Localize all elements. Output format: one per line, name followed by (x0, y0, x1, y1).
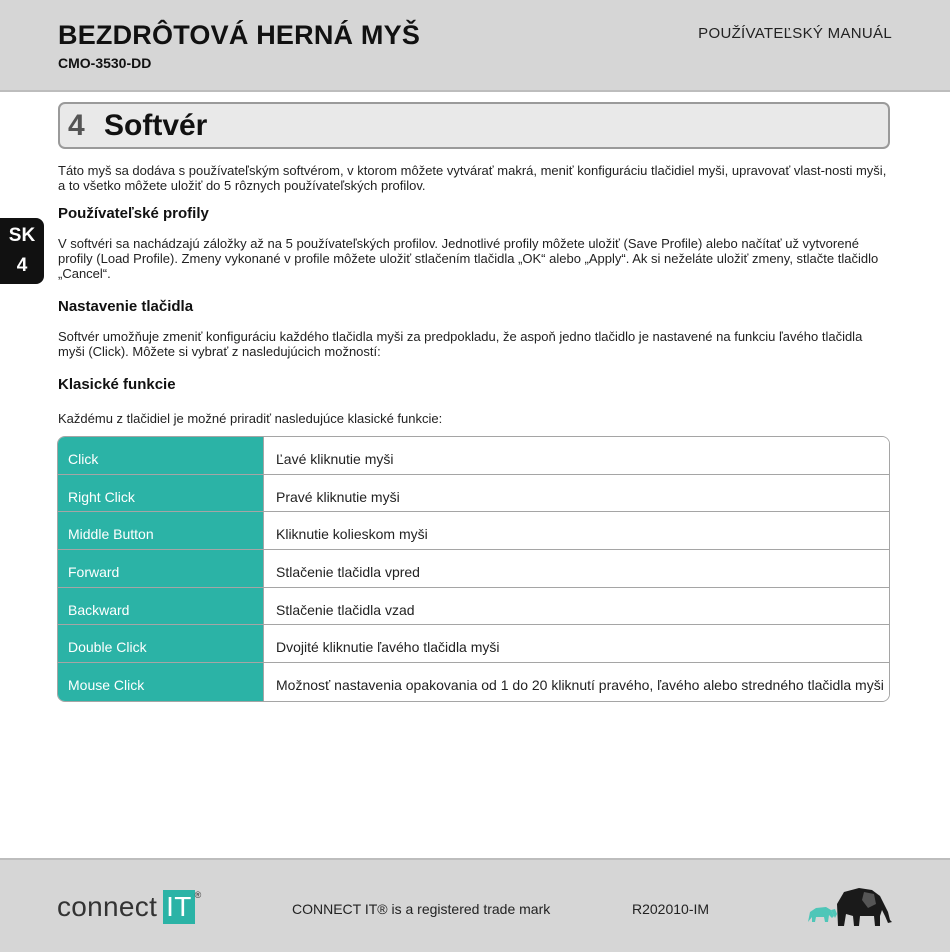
function-description: Stlačenie tlačidla vpred (263, 550, 889, 587)
function-description: Ľavé kliknutie myši (263, 437, 889, 474)
profiles-heading: Používateľské profily (58, 205, 209, 222)
intro-paragraph: Táto myš sa dodáva s používateľským softvérom, v ktorom môžete vytvárať makrá, meniť konfiguráciu tlačidiel myši, upravovať vlast-nosti myši, a to všetko môžete uložiť do 5 rôznych používateľských profilov. (58, 163, 887, 193)
function-name: Mouse Click (58, 663, 263, 701)
table-row (58, 625, 889, 663)
classic-functions-heading: Klasické funkcie (58, 376, 176, 393)
document-code: R202010-IM (632, 901, 710, 917)
section-number: 4 (68, 109, 85, 142)
product-model: CMO-3530-DD (58, 55, 152, 71)
section-heading-box (58, 102, 890, 149)
function-name: Middle Button (58, 512, 263, 549)
classic-functions-paragraph: Každému z tlačidiel je možné priradiť nasledujúce klasické funkcie: (58, 411, 443, 426)
function-description: Dvojité kliknutie ľavého tlačidla myši (263, 625, 889, 662)
table-row (58, 437, 889, 475)
function-description: Stlačenie tlačidla vzad (263, 588, 889, 625)
product-title: BEZDRÔTOVÁ HERNÁ MYŠ (58, 20, 421, 50)
language-code: SK (8, 225, 36, 246)
connect-it-logo (57, 890, 202, 924)
table-row (58, 475, 889, 513)
logo-text: connect (57, 891, 158, 922)
button-settings-heading: Nastavenie tlačidla (58, 298, 194, 315)
function-description: Pravé kliknutie myši (263, 475, 889, 512)
page-header (0, 0, 950, 92)
function-name: Backward (58, 588, 263, 625)
section-title: Softvér (104, 109, 208, 142)
button-settings-paragraph: Softvér umožňuje zmeniť konfiguráciu každého tlačidla myši za predpokladu, že aspoň jedno tlačidlo je nastavené na funkciu ľavého tlačidla myši (Click). Môžete si vybrať z nasledujúcich možností: (58, 329, 863, 359)
table-row (58, 663, 889, 701)
language-page-tab (0, 218, 44, 284)
function-name: Right Click (58, 475, 263, 512)
function-name: Forward (58, 550, 263, 587)
profiles-paragraph: V softvéri sa nachádzajú záložky až na 5 používateľských profilov. Jednotlivé profily môžete uložiť (Save Profile) alebo načítať už vytvorené profily (Load Profile). Zmeny vykonané v profile môžete uložiť stlačením tlačidla „OK“ alebo „Apply“. Ak si neželáte uložiť zmeny, stlačte tlačidlo „Cancel“. (58, 236, 879, 281)
function-description: Kliknutie kolieskom myši (263, 512, 889, 549)
table-row (58, 588, 889, 626)
function-name: Double Click (58, 625, 263, 662)
table-row (58, 512, 889, 550)
functions-table (57, 436, 890, 702)
small-elephant-icon (808, 907, 837, 922)
trademark-notice: CONNECT IT® is a registered trade mark (292, 901, 551, 917)
manual-label: POUŽÍVATEĽSKÝ MANUÁL (698, 25, 892, 42)
page-footer (0, 858, 950, 952)
function-name: Click (58, 437, 263, 474)
table-row (58, 550, 889, 588)
elephants-icon (804, 882, 896, 930)
big-elephant-icon (837, 888, 892, 926)
function-description: Možnosť nastavenia opakovania od 1 do 20 kliknutí pravého, ľavého alebo stredného tlačidla myši (263, 663, 889, 701)
logo-registered-mark: ® (194, 890, 202, 900)
logo-it-badge: IT (163, 890, 194, 924)
page-number: 4 (16, 255, 28, 276)
